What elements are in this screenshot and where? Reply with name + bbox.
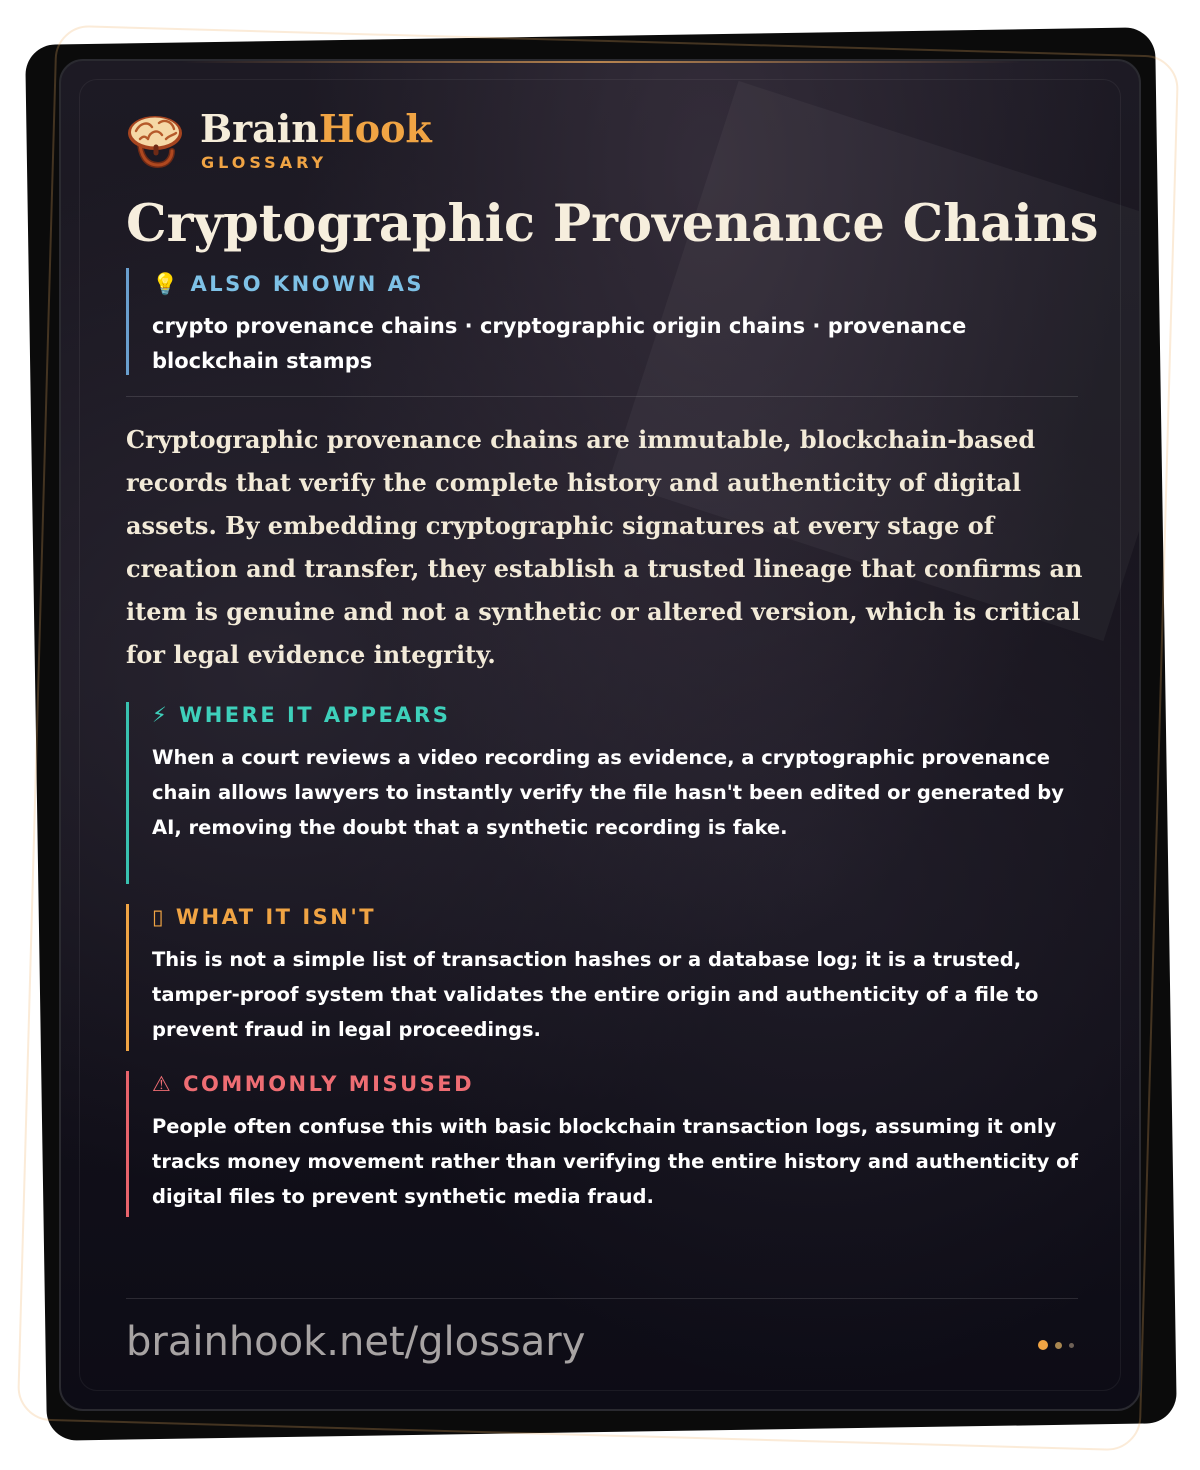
commonly-misused-label: COMMONLY MISUSED bbox=[183, 1072, 475, 1096]
footer-url-link[interactable]: brainhook.net/glossary bbox=[126, 1319, 586, 1365]
lightbulb-icon: 💡 bbox=[152, 272, 181, 296]
brain-hook-icon bbox=[126, 111, 184, 169]
brand-name-part2: Hook bbox=[318, 106, 432, 151]
page-dot bbox=[1069, 1343, 1074, 1348]
where-it-appears-text: When a court reviews a video recording as evidence, a cryptographic provenance chain allows lawyers to instantly verify the file hasn't been edited or generated by AI, removing the doubt that a synthetic recording is fake. bbox=[152, 746, 1064, 839]
warning-icon: ⚠ bbox=[152, 1072, 174, 1096]
brand-header[interactable] bbox=[126, 107, 526, 171]
footer-divider bbox=[126, 1298, 1078, 1299]
what-it-isnt-section bbox=[126, 904, 1078, 1051]
page-dots-icon bbox=[1038, 1340, 1078, 1352]
divider bbox=[126, 396, 1078, 397]
commonly-misused-heading bbox=[152, 1071, 1078, 1097]
what-it-isnt-label: WHAT IT ISN'T bbox=[175, 905, 377, 929]
brand-name bbox=[200, 107, 432, 151]
term-title: Cryptographic Provenance Chains bbox=[126, 194, 1099, 254]
also-known-as-label: ALSO KNOWN AS bbox=[190, 272, 425, 296]
also-known-as-section bbox=[126, 268, 1078, 375]
commonly-misused-section bbox=[126, 1071, 1078, 1217]
where-it-appears-label: WHERE IT APPEARS bbox=[179, 703, 451, 727]
glossary-card bbox=[59, 59, 1141, 1411]
missing-glyph-icon: ▯ bbox=[152, 905, 167, 929]
brand-name-part1: Brain bbox=[200, 106, 319, 151]
commonly-misused-text: People often confuse this with basic blockchain transaction logs, assuming it only tracks money movement rather than verifying the entire history and authenticity of digital files to prevent synthetic media fraud. bbox=[152, 1115, 1078, 1208]
also-known-as-heading bbox=[152, 271, 1078, 297]
brand-subtitle: GLOSSARY bbox=[201, 153, 328, 172]
card-top-glow bbox=[181, 61, 1021, 63]
where-it-appears-section bbox=[126, 702, 1078, 884]
definition-text: Cryptographic provenance chains are immutable, blockchain-based records that verify the complete history and authenticity of digital assets. By embedding cryptographic signatures at every stage of creation and transfer, they establish a trusted lineage that confirms an item is genuine and not a synthetic or altered version, which is critical for legal evidence integrity. bbox=[126, 425, 1083, 669]
where-it-appears-heading bbox=[152, 702, 1078, 728]
lightning-icon: ⚡ bbox=[152, 703, 170, 727]
what-it-isnt-heading bbox=[152, 904, 1078, 930]
page-dot bbox=[1055, 1342, 1062, 1349]
what-it-isnt-text: This is not a simple list of transaction hashes or a database log; it is a trusted, tamper-proof system that validates the entire origin and authenticity of a file to prevent fraud in legal proceedings. bbox=[152, 948, 1039, 1041]
page-dot-active bbox=[1038, 1340, 1048, 1350]
also-known-as-text: crypto provenance chains · cryptographic origin chains · provenance blockchain stamps bbox=[152, 314, 967, 373]
